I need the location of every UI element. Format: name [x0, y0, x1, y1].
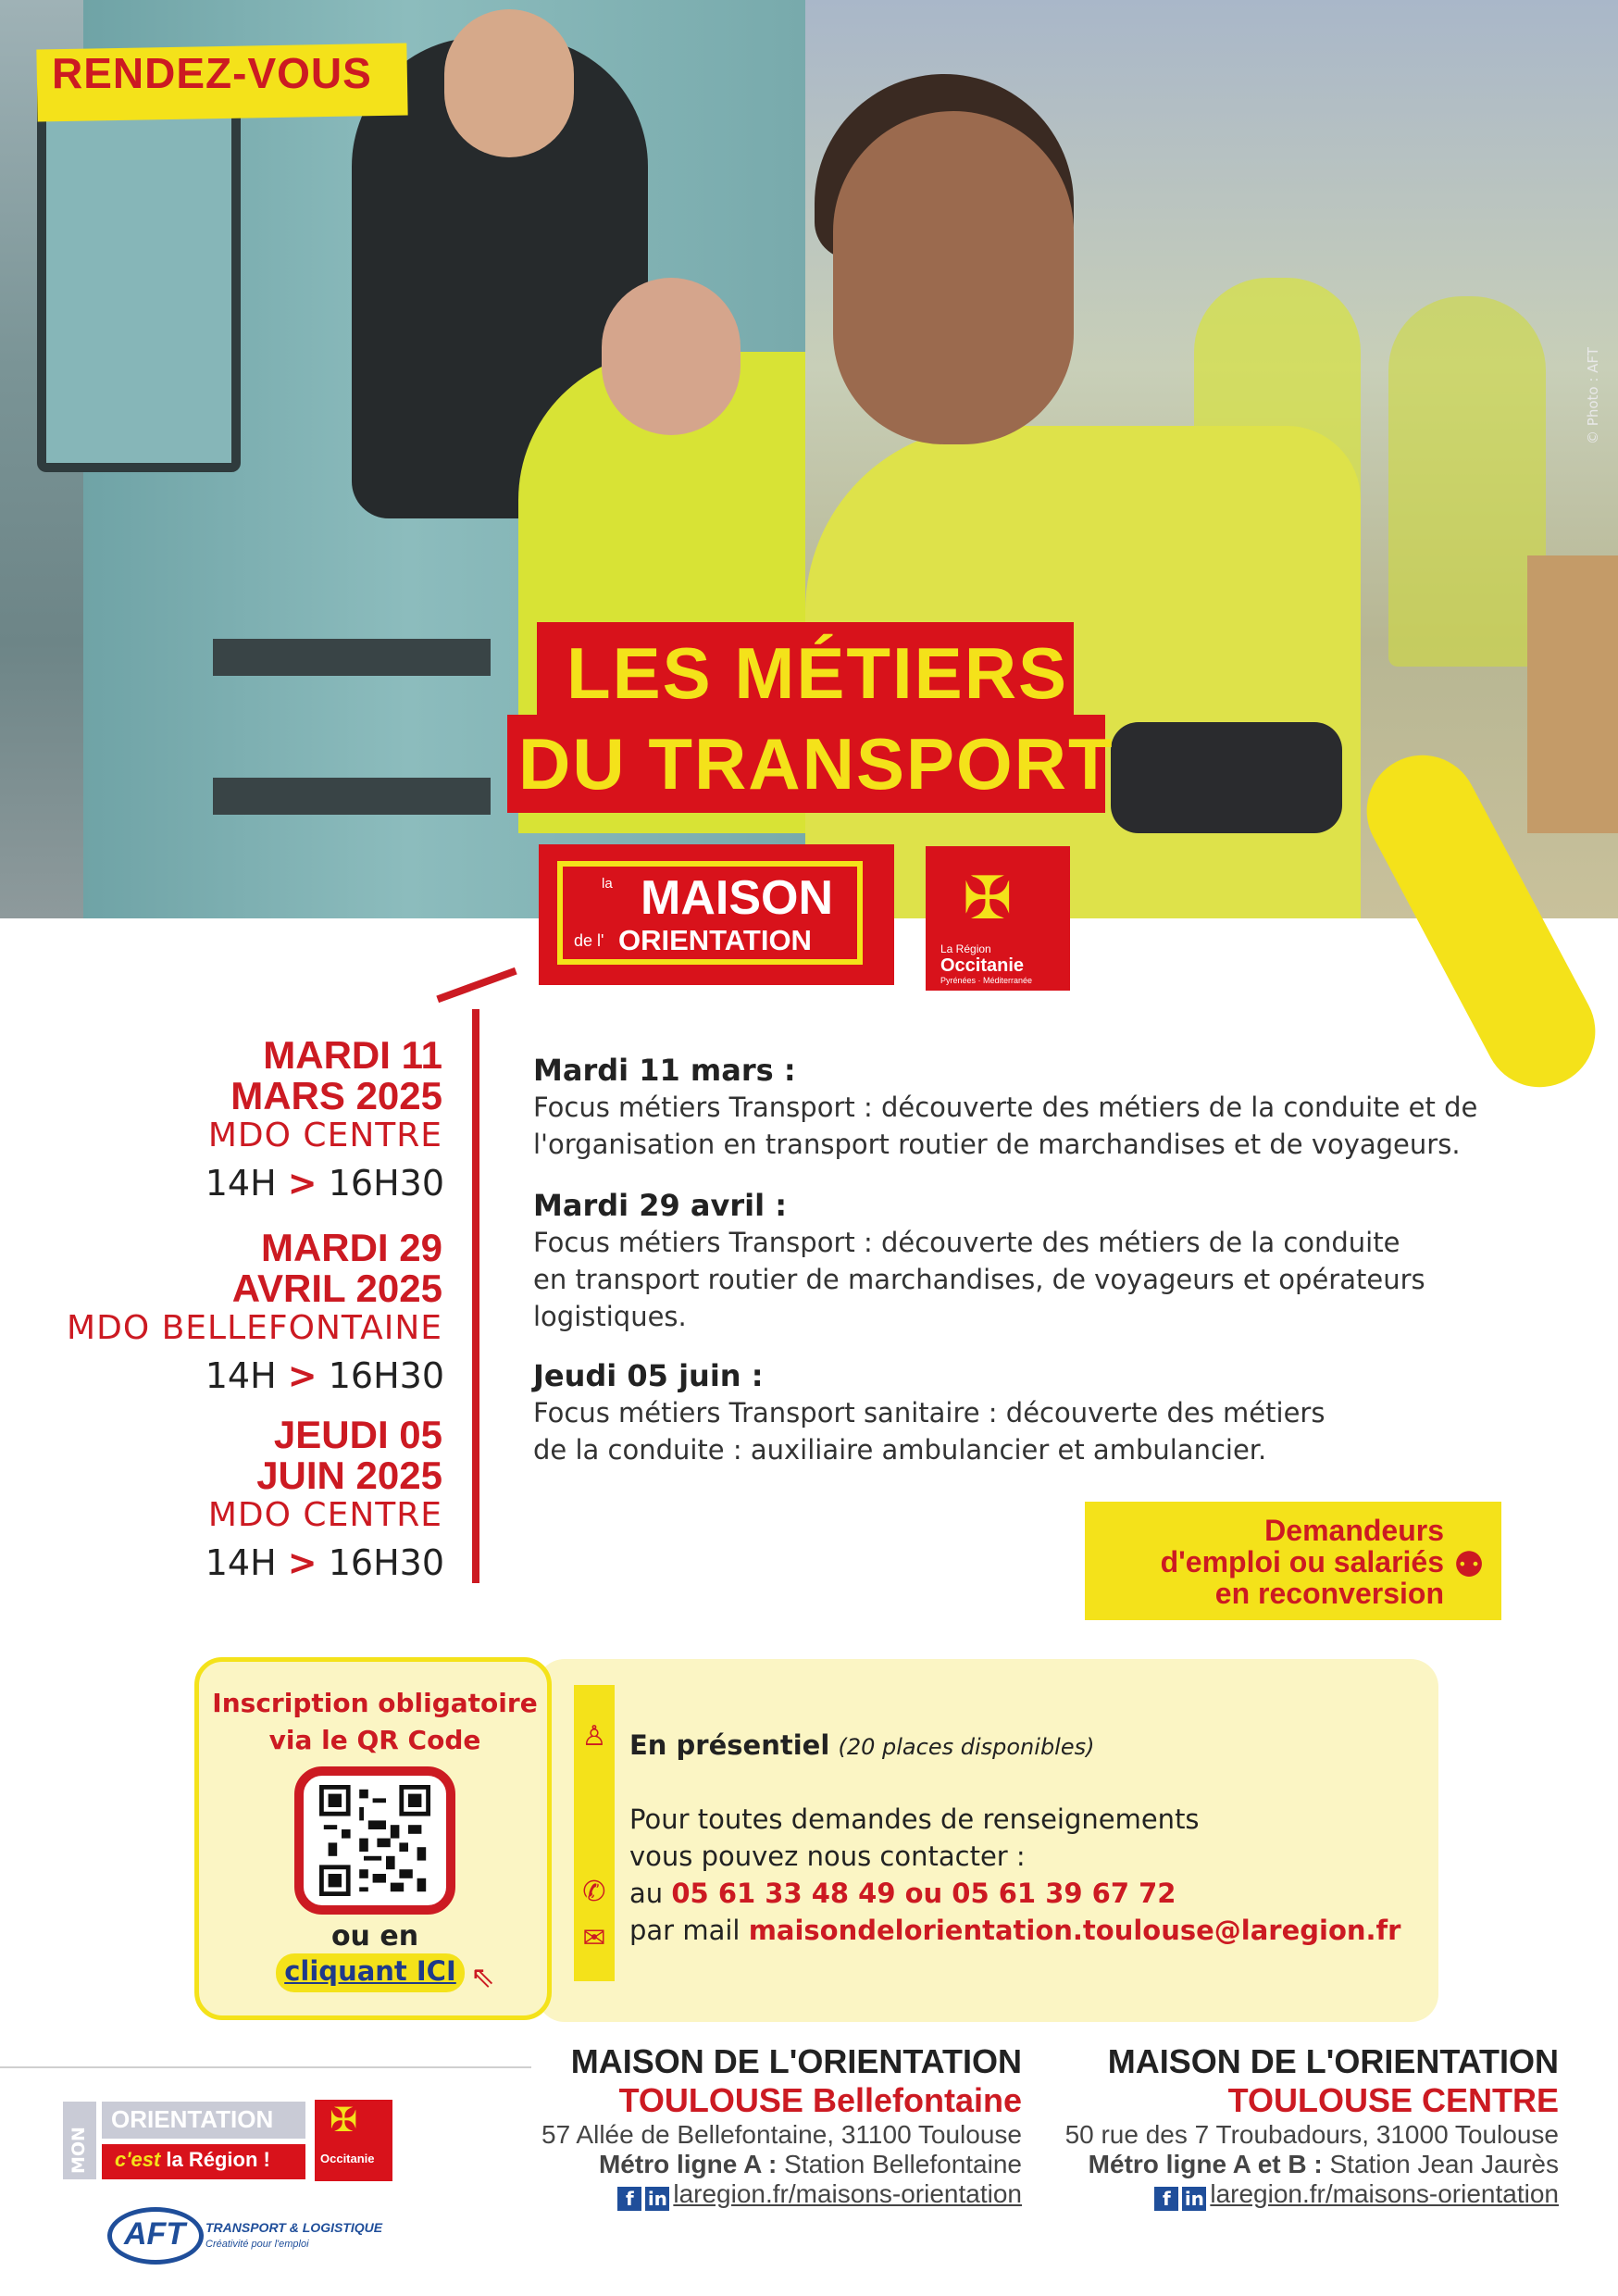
logo-text: c'est la Région !	[115, 2148, 270, 2171]
page-title-line1: LES MÉTIERS	[566, 632, 1069, 714]
address-street: 57 Allée de Bellefontaine, 31100 Toulouse	[541, 2120, 1022, 2149]
logo-text: Occitanie	[940, 955, 1025, 976]
instructor-head	[602, 278, 741, 435]
date-heading: MARDI 11	[263, 1033, 442, 1077]
logo-text: ORIENTATION	[111, 2105, 274, 2133]
mail-line: par mail maisondelorientation.toulouse@laregion.fr	[629, 1915, 1401, 1946]
logo-text: MON	[68, 2127, 89, 2174]
website-link[interactable]: laregion.fr/maisons-orientation	[1210, 2179, 1559, 2208]
date-time: 14H > 16H30	[205, 1355, 444, 1396]
date-place: MDO CENTRE	[207, 1117, 442, 1154]
qr-code-icon[interactable]	[317, 1785, 432, 1896]
truck-step	[213, 639, 491, 676]
logo-text: ORIENTATION	[618, 924, 812, 956]
date-heading: AVRIL 2025	[231, 1267, 442, 1310]
program-text: logistiques.	[533, 1301, 687, 1332]
click-cursor-icon: ⇖	[470, 1959, 495, 1994]
date-heading: JUIN 2025	[256, 1454, 442, 1497]
logo-text: MAISON	[641, 871, 833, 925]
address-subtitle: TOULOUSE Bellefontaine	[618, 2081, 1022, 2119]
address-centre	[1040, 2042, 1559, 2211]
address-title: MAISON DE L'ORIENTATION	[1107, 2042, 1559, 2080]
linkedin-icon[interactable]: in	[1182, 2187, 1206, 2211]
logo-text: de l'	[574, 931, 604, 950]
address-link-row	[1040, 2179, 1559, 2211]
program-text: de la conduite : auxiliaire ambulancier et ambulancier.	[533, 1434, 1267, 1466]
phone-icon: ✆	[582, 1876, 606, 1908]
mail-icon: ✉	[582, 1922, 606, 1954]
address-metro: Métro ligne A : Station Bellefontaine	[598, 2150, 1022, 2178]
people-group-icon: ⚉	[1453, 1544, 1486, 1585]
phone-line: au 05 61 33 48 49 ou 05 61 39 67 72	[629, 1878, 1176, 1909]
address-metro: Métro ligne A et B : Station Jean Jaurès	[1088, 2150, 1559, 2178]
occitan-cross-icon: ✠	[330, 2102, 358, 2140]
register-link[interactable]: cliquant ICI	[284, 1955, 456, 1987]
truck-door	[37, 65, 241, 472]
date-place: MDO BELLEFONTAINE	[67, 1309, 442, 1347]
program-heading: Mardi 11 mars :	[533, 1053, 796, 1088]
contact-line: Pour toutes demandes de renseignements	[629, 1803, 1200, 1835]
worker-head	[833, 111, 1074, 444]
audience-label: Demandeurs d'emploi ou salariés en reconversion	[1160, 1514, 1444, 1610]
logo-text: Occitanie	[320, 2152, 375, 2165]
program-text: Focus métiers Transport : découverte des métiers de la conduite	[533, 1227, 1400, 1258]
registration-title: Inscription obligatoire via le QR Code	[212, 1688, 538, 1755]
linkedin-icon[interactable]: in	[645, 2187, 669, 2211]
program-heading: Mardi 29 avril :	[533, 1188, 788, 1223]
occitan-cross-icon: ✠	[963, 865, 1013, 933]
timeline-hook	[436, 967, 517, 1003]
timeline-line	[472, 1009, 479, 1583]
page-title-line2: DU TRANSPORT	[518, 723, 1114, 805]
footer-divider	[0, 2066, 531, 2068]
program-text: l'organisation en transport routier de marchandises et de voyageurs.	[533, 1129, 1461, 1160]
program-heading: Jeudi 05 juin :	[533, 1358, 764, 1393]
truck-step	[213, 778, 491, 815]
address-subtitle: TOULOUSE CENTRE	[1227, 2081, 1559, 2119]
parcel-box	[1527, 555, 1618, 833]
website-link[interactable]: laregion.fr/maisons-orientation	[673, 2179, 1022, 2208]
facebook-icon[interactable]: f	[617, 2187, 641, 2211]
program-text: Focus métiers Transport sanitaire : découverte des métiers	[533, 1397, 1326, 1429]
address-link-row	[504, 2179, 1022, 2211]
address-street: 50 rue des 7 Troubadours, 31000 Toulouse	[1064, 2120, 1559, 2149]
phone-numbers[interactable]: 05 61 33 48 49 ou 05 61 39 67 72	[671, 1878, 1176, 1909]
registration-or: ou en	[330, 1920, 419, 1953]
rendez-vous-label: RENDEZ-VOUS	[52, 49, 372, 97]
date-heading: MARDI 29	[260, 1226, 442, 1269]
presence-line: En présentiel (20 places disponibles)	[629, 1729, 1095, 1761]
program-item	[533, 1052, 1533, 1163]
address-bellefontaine	[504, 2042, 1022, 2211]
program-item	[533, 1187, 1533, 1335]
program-text: en transport routier de marchandises, de voyageurs et opérateurs	[533, 1264, 1425, 1295]
address-title: MAISON DE L'ORIENTATION	[570, 2042, 1022, 2080]
facebook-icon[interactable]: f	[1154, 2187, 1178, 2211]
date-time: 14H > 16H30	[205, 1163, 444, 1204]
driver-head	[444, 9, 574, 157]
aft-logo: AFT	[124, 2216, 186, 2252]
logo-text: La Région	[940, 942, 991, 955]
photo-credit: © Photo : AFT	[1585, 347, 1601, 444]
email-link[interactable]: maisondelorientation.toulouse@laregion.fr	[748, 1915, 1401, 1946]
date-heading: MARS 2025	[230, 1074, 442, 1117]
date-time: 14H > 16H30	[205, 1542, 444, 1583]
barcode-scanner	[1111, 722, 1342, 833]
background-worker	[1388, 296, 1546, 667]
date-heading: JEUDI 05	[273, 1413, 442, 1456]
logo-text: Créativité pour l'emploi	[205, 2239, 309, 2250]
logo-text: Pyrénées · Méditerranée	[940, 976, 1033, 985]
logo-text: la	[602, 876, 613, 892]
contact-line: vous pouvez nous contacter :	[629, 1841, 1026, 1872]
attendees-icon: ♙	[581, 1720, 607, 1753]
program-text: Focus métiers Transport : découverte des métiers de la conduite et de	[533, 1092, 1478, 1123]
program-item	[533, 1357, 1533, 1468]
logo-text: TRANSPORT & LOGISTIQUE	[205, 2220, 383, 2235]
date-place: MDO CENTRE	[207, 1496, 442, 1534]
